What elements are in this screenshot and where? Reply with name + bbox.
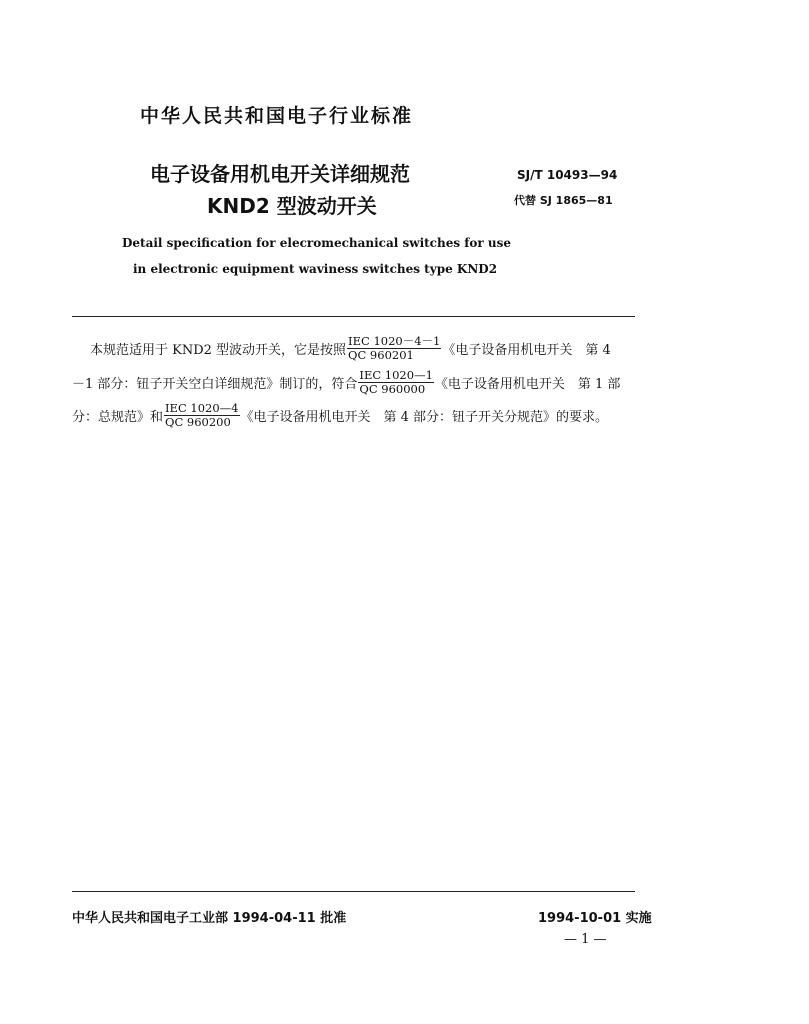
effective-date: 1994-10-01 实施 [538,911,652,926]
reference-qc: QC 960201 [348,348,414,362]
body-line-2 [72,369,620,396]
title-english-line1: Detail specification for elecromechanical switches for use [122,236,512,250]
reference-qc: QC 960200 [165,415,231,429]
title-chinese-line1: 电子设备用机电开关详细规范 [150,162,410,186]
body-text: 本规范适用于 KND2 型波动开关，它是按照 [90,343,347,358]
approval-statement: 中华人民共和国电子工业部 1994-04-11 批准 [72,911,347,926]
reference-iec: IEC 1020—4 [165,401,239,415]
reference-iec: IEC 1020—1 [359,368,433,382]
reference-qc: QC 960000 [359,382,426,396]
page-number: — 1 — [564,932,607,947]
title-english-line2: in electronic equipment waviness switches type KND2 [133,262,498,276]
body-line-1 [90,335,611,362]
replaces-standard: 代替 SJ 1865—81 [514,194,613,207]
bottom-divider [72,891,635,892]
body-text: 分：总规范》和 [72,410,164,425]
standard-reference [164,402,239,429]
title-chinese-line2: KND2 型波动开关 [207,194,377,218]
standard-reference [347,335,441,362]
reference-iec: IEC 1020－4－1 [348,334,441,348]
standard-reference [358,369,433,396]
body-text: －1 部分：钮子开关空白详细规范》制订的，符合 [72,377,358,392]
body-text: 《电子设备用机电开关 第 4 部分：钮子开关分规范》的要求。 [240,410,609,425]
standard-body-header: 中华人民共和国电子行业标准 [140,105,414,127]
body-line-3 [72,402,608,429]
body-text: 《电子设备用机电开关 第 1 部 [434,377,621,392]
standard-code: SJ/T 10493—94 [517,168,618,182]
body-text: 《电子设备用机电开关 第 4 [442,343,611,358]
top-divider [72,316,635,317]
